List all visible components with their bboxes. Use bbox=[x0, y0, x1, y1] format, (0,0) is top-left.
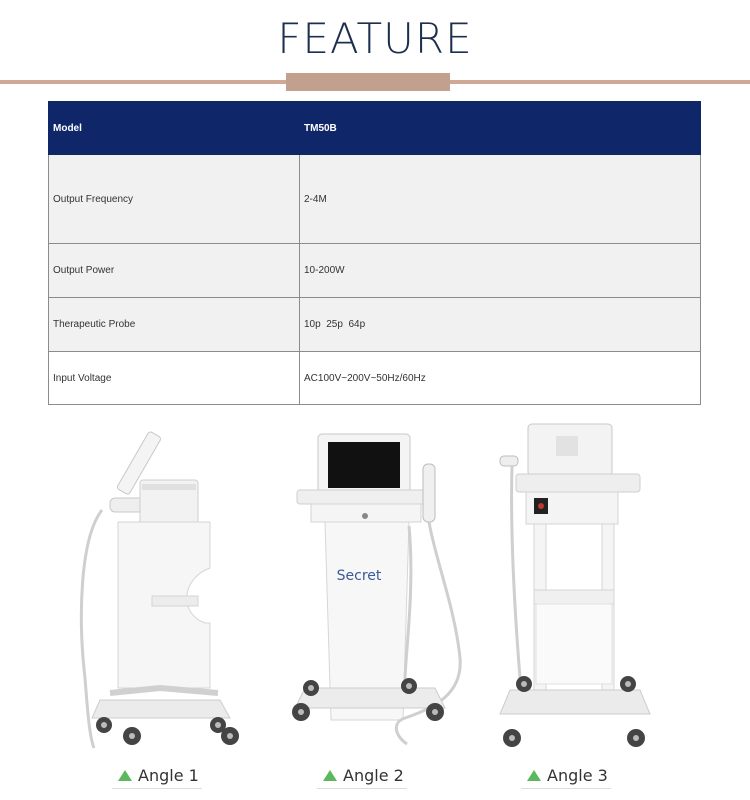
table-cell-value: AC100V~200V~50Hz/60Hz bbox=[300, 352, 701, 405]
spec-table bbox=[48, 101, 701, 405]
table-row bbox=[49, 155, 701, 244]
machine-side-view-image bbox=[70, 418, 250, 758]
angle-2-caption bbox=[323, 764, 404, 786]
title-divider-accent bbox=[286, 73, 450, 91]
triangle-up-icon bbox=[118, 770, 132, 781]
table-cell-key: Output Frequency bbox=[49, 155, 300, 244]
caption-underline bbox=[521, 788, 611, 789]
table-cell-key: Therapeutic Probe bbox=[49, 298, 300, 352]
machine-front-view-image bbox=[285, 418, 470, 758]
table-header-row bbox=[49, 102, 701, 155]
caption-underline bbox=[112, 788, 202, 789]
table-cell-key: Output Power bbox=[49, 244, 300, 298]
table-header-value: TM50B bbox=[300, 102, 701, 155]
caption-underline bbox=[317, 788, 407, 789]
angle-3-caption bbox=[527, 764, 608, 786]
page-title: FEATURE bbox=[277, 14, 473, 63]
table-row bbox=[49, 244, 701, 298]
angle-label: Angle 3 bbox=[547, 765, 608, 785]
angle-label: Angle 2 bbox=[343, 765, 404, 785]
table-cell-key: Input Voltage bbox=[49, 352, 300, 405]
table-row bbox=[49, 298, 701, 352]
machine-back-view-image bbox=[490, 418, 660, 758]
table-header-key: Model bbox=[49, 102, 300, 155]
triangle-up-icon bbox=[527, 770, 541, 781]
brand-text: Secret bbox=[336, 568, 382, 584]
table-cell-value: 10-200W bbox=[300, 244, 701, 298]
table-cell-value: 2-4M bbox=[300, 155, 701, 244]
angle-label: Angle 1 bbox=[138, 765, 199, 785]
triangle-up-icon bbox=[323, 770, 337, 781]
angle-1-caption bbox=[118, 764, 199, 786]
table-cell-value: 10p 25p 64p bbox=[300, 298, 701, 352]
table-row bbox=[49, 352, 701, 405]
